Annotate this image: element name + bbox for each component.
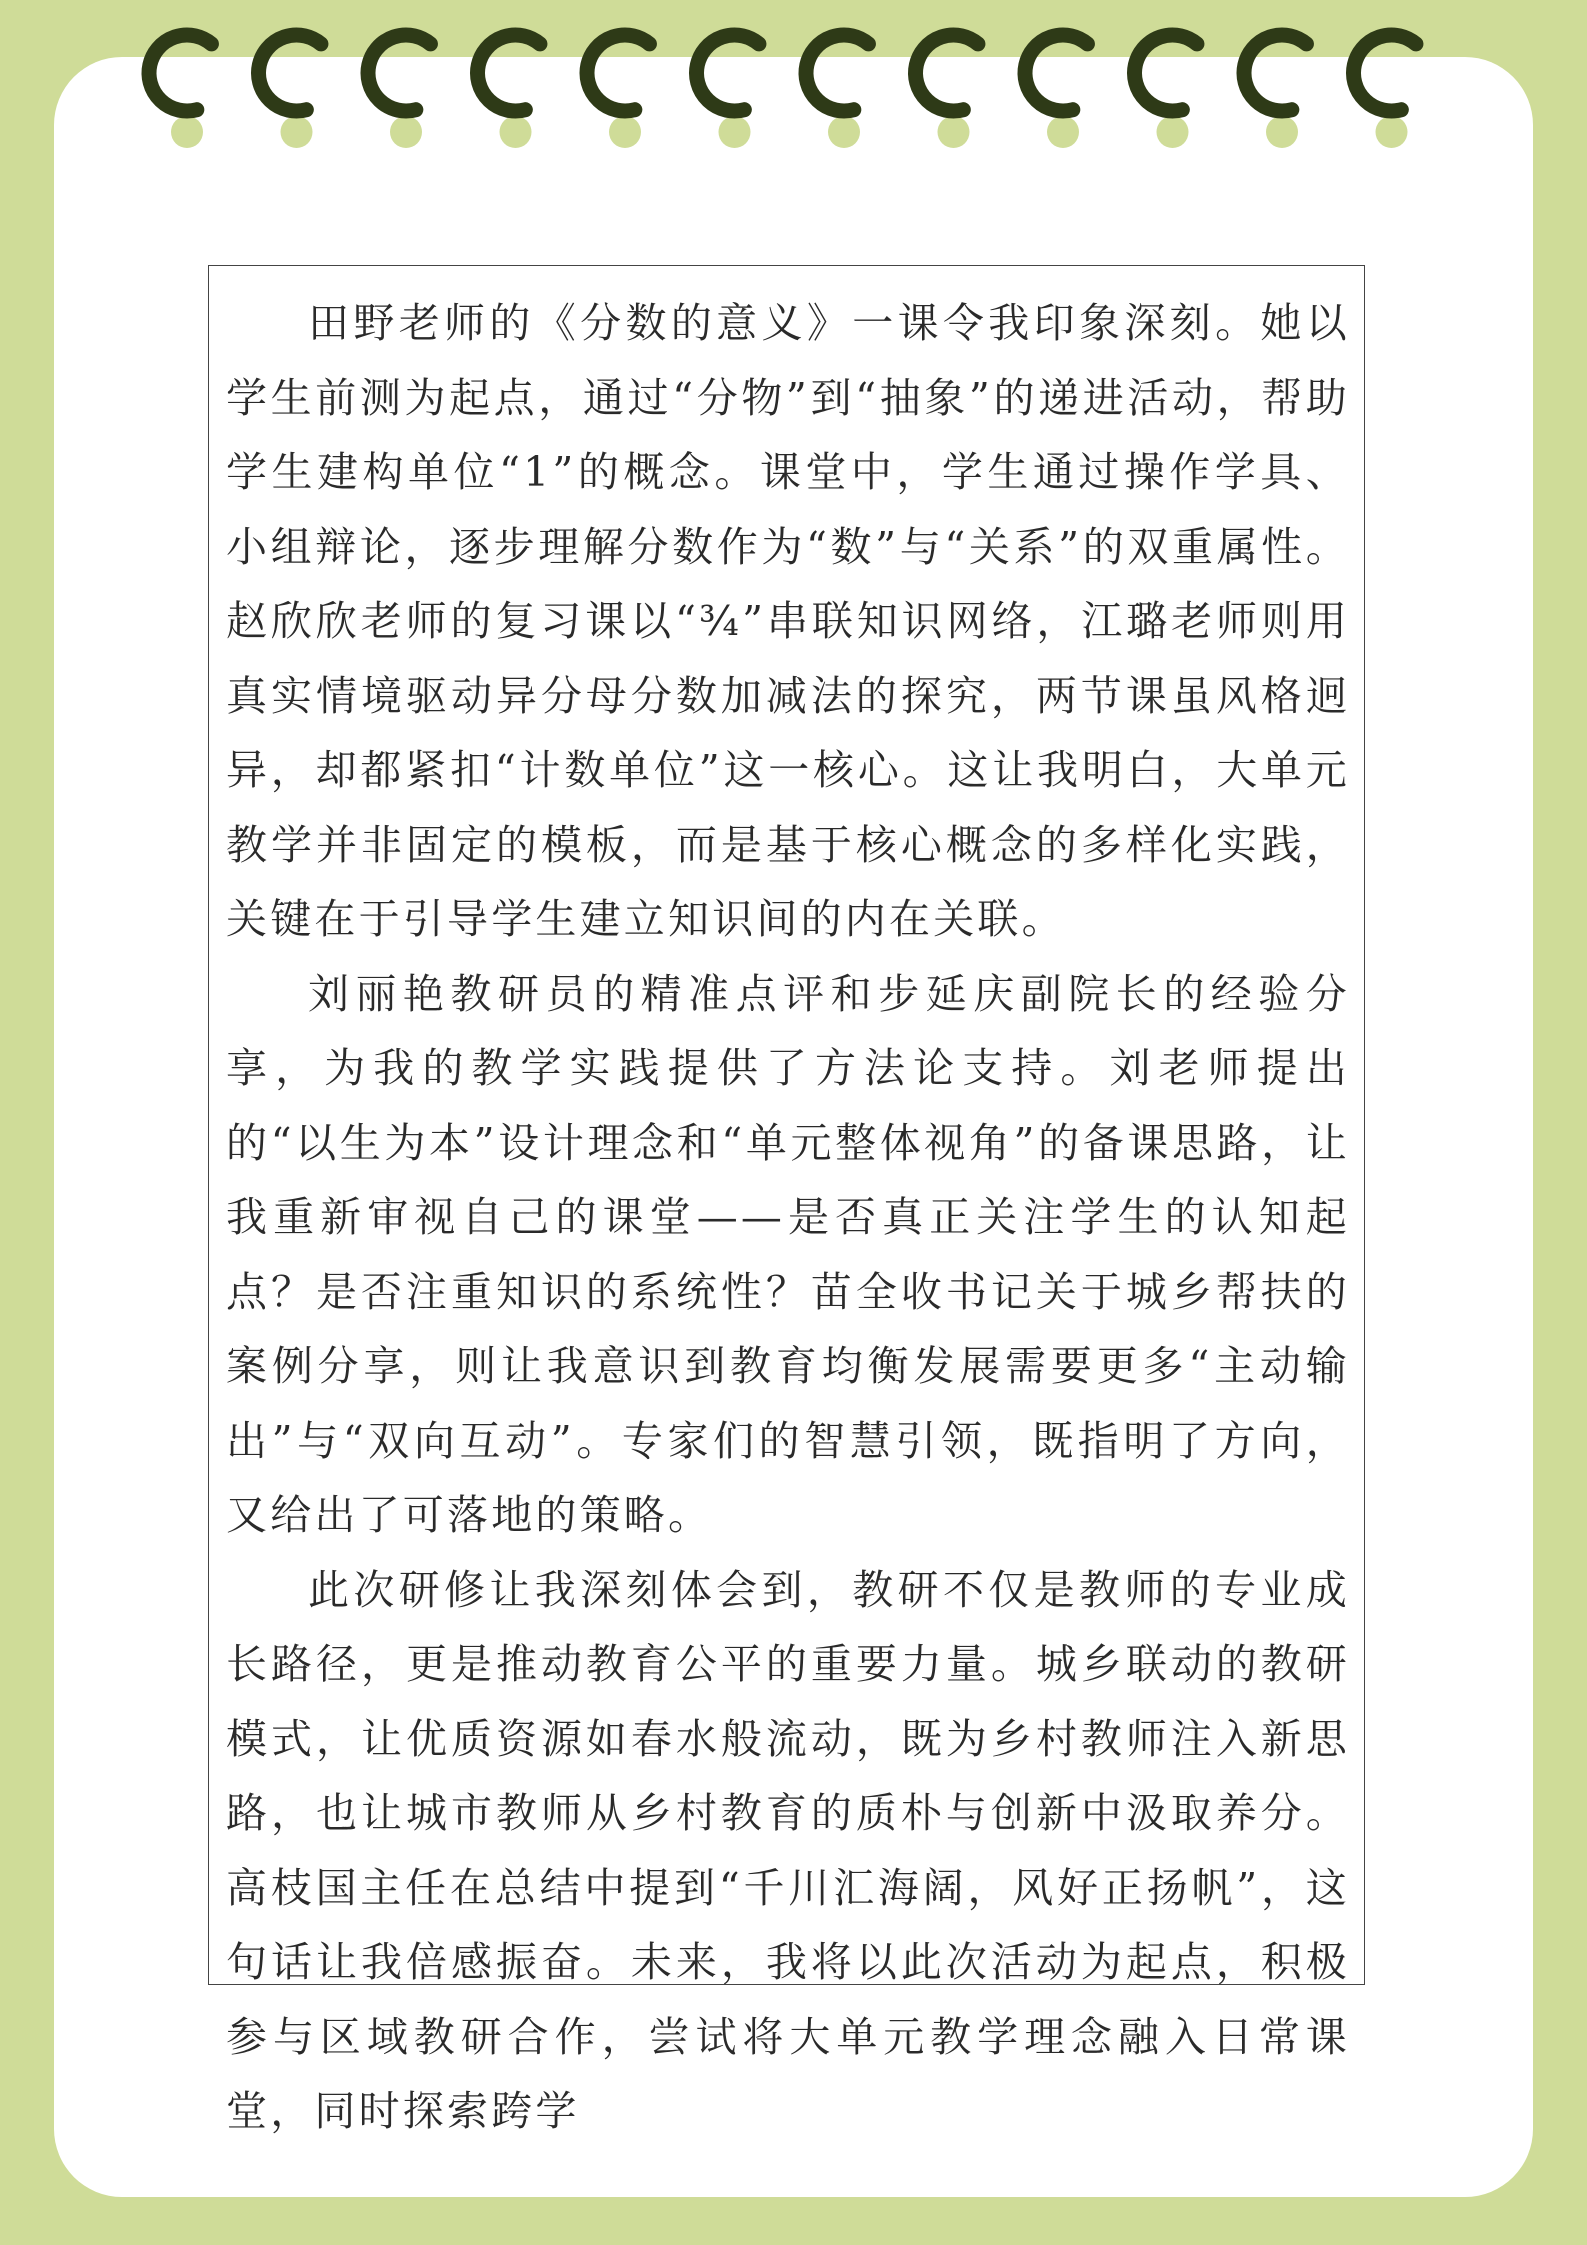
binder-ring-icon — [259, 35, 321, 148]
binder-ring-icon — [697, 35, 759, 148]
text-frame — [208, 265, 1365, 2135]
binder-ring-icon — [1354, 35, 1416, 148]
binder-ring-icon — [587, 35, 649, 148]
binder-ring-icon — [368, 35, 430, 148]
binder-ring-icon — [1135, 35, 1197, 148]
binder-ring-icon — [1025, 35, 1087, 148]
paragraph-1: 田野老师的《分数的意义》一课令我印象深刻。她以学生前测为起点，通过“分物”到“抽象”的递进活动，帮助学生建构单位“1”的概念。课堂中，学生通过操作学具、小组辩论，逐步理解分数作为“数”与“关系”的双重属性。赵欣欣老师的复习课以“¾”串联知识网络，江璐老师则用真实情境驱动异分母分数加减法的探究，两节课虽风格迥异，却都紧扣“计数单位”这一核心。这让我明白，大单元教学并非固定的模板，而是基于核心概念的多样化实践，关键在于引导学生建立知识间的内在关联。 — [226, 299, 1350, 943]
paragraph-3: 此次研修让我深刻体会到，教研不仅是教师的专业成长路径，更是推动教育公平的重要力量。城乡联动的教研模式，让优质资源如春水般流动，既为乡村教师注入新思路，也让城市教师从乡村教育的质朴与创新中汲取养分。高枝国主任在总结中提到“千川汇海阔，风好正扬帆”，这句话让我倍感振奋。未来，我将以此次活动为起点，积极参与区域教研合作，尝试将大单元教学理念融入日常课堂，同时探索跨学 — [226, 1565, 1350, 2135]
paragraph-2: 刘丽艳教研员的精准点评和步延庆副院长的经验分享，为我的教学实践提供了方法论支持。刘老师提出的“以生为本”设计理念和“单元整体视角”的备课思路，让我重新审视自己的课堂——是否真正关注学生的认知起点？是否注重知识的系统性？苗全收书记关于城乡帮扶的案例分享，则让我意识到教育均衡发展需要更多“主动输出”与“双向互动”。专家们的智慧引领，既指明了方向，又给出了可落地的策略。 — [226, 969, 1350, 1539]
binder-ring-icon — [916, 35, 978, 148]
binder-ring-icon — [149, 35, 211, 148]
binder-ring-icon — [806, 35, 868, 148]
binder-ring-icon — [477, 35, 539, 148]
binder-ring-icon — [1244, 35, 1306, 148]
binder-rings — [0, 0, 1587, 170]
